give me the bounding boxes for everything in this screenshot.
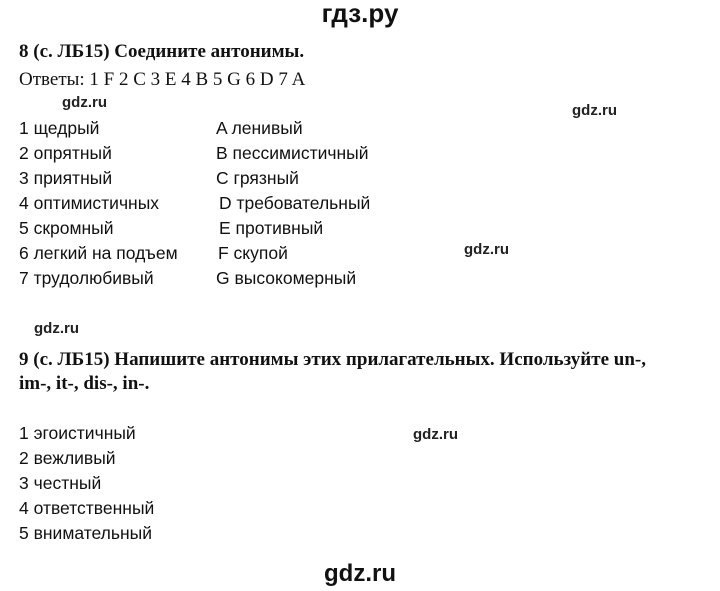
task-9-title-line-2: im-, it-, dis-, in-. [19,373,150,394]
list-item: 7 трудолюбивый [19,268,154,288]
watermark-gdz: gdz.ru [62,94,107,111]
list-item: 3 честный [19,473,102,493]
task-8-right-list [216,116,369,291]
list-item: 2 опрятный [19,143,112,163]
site-footer-link[interactable]: gdz.ru [324,560,396,587]
list-item: 6 легкий на подъем [19,243,178,263]
task-8-title: 8 (с. ЛБ15) Соедините антонимы. [19,41,305,62]
list-item: B пессимистичный [216,143,369,163]
list-item: 1 щедрый [19,118,100,138]
list-item: D требовательный [219,193,371,213]
task-8-answers: Ответы: 1 F 2 C 3 E 4 B 5 G 6 D 7 A [19,69,306,90]
watermark-gdz: gdz.ru [464,241,509,258]
list-item: 2 вежливый [19,448,116,468]
site-header-title: гдз.ру [321,0,399,28]
task-9-title-line-1: 9 (с. ЛБ15) Напишите антонимы этих прилагательных. Используйте un-, [19,349,646,370]
list-item: 5 скромный [19,218,114,238]
watermark-gdz: gdz.ru [34,320,79,337]
list-item: G высокомерный [216,268,357,288]
list-item: F скупой [218,243,288,263]
list-item: C грязный [216,168,299,188]
list-item: 1 эгоистичный [19,423,136,443]
list-item: 4 ответственный [19,498,155,518]
watermark-gdz: gdz.ru [413,426,458,443]
list-item: A ленивый [216,118,303,138]
list-item: 4 оптимистичных [19,193,160,213]
task-9-list [19,421,154,546]
list-item: E противный [219,218,324,238]
list-item: 3 приятный [19,168,113,188]
list-item: 5 внимательный [19,523,153,543]
task-8-left-list [19,116,178,291]
watermark-gdz: gdz.ru [572,102,617,119]
